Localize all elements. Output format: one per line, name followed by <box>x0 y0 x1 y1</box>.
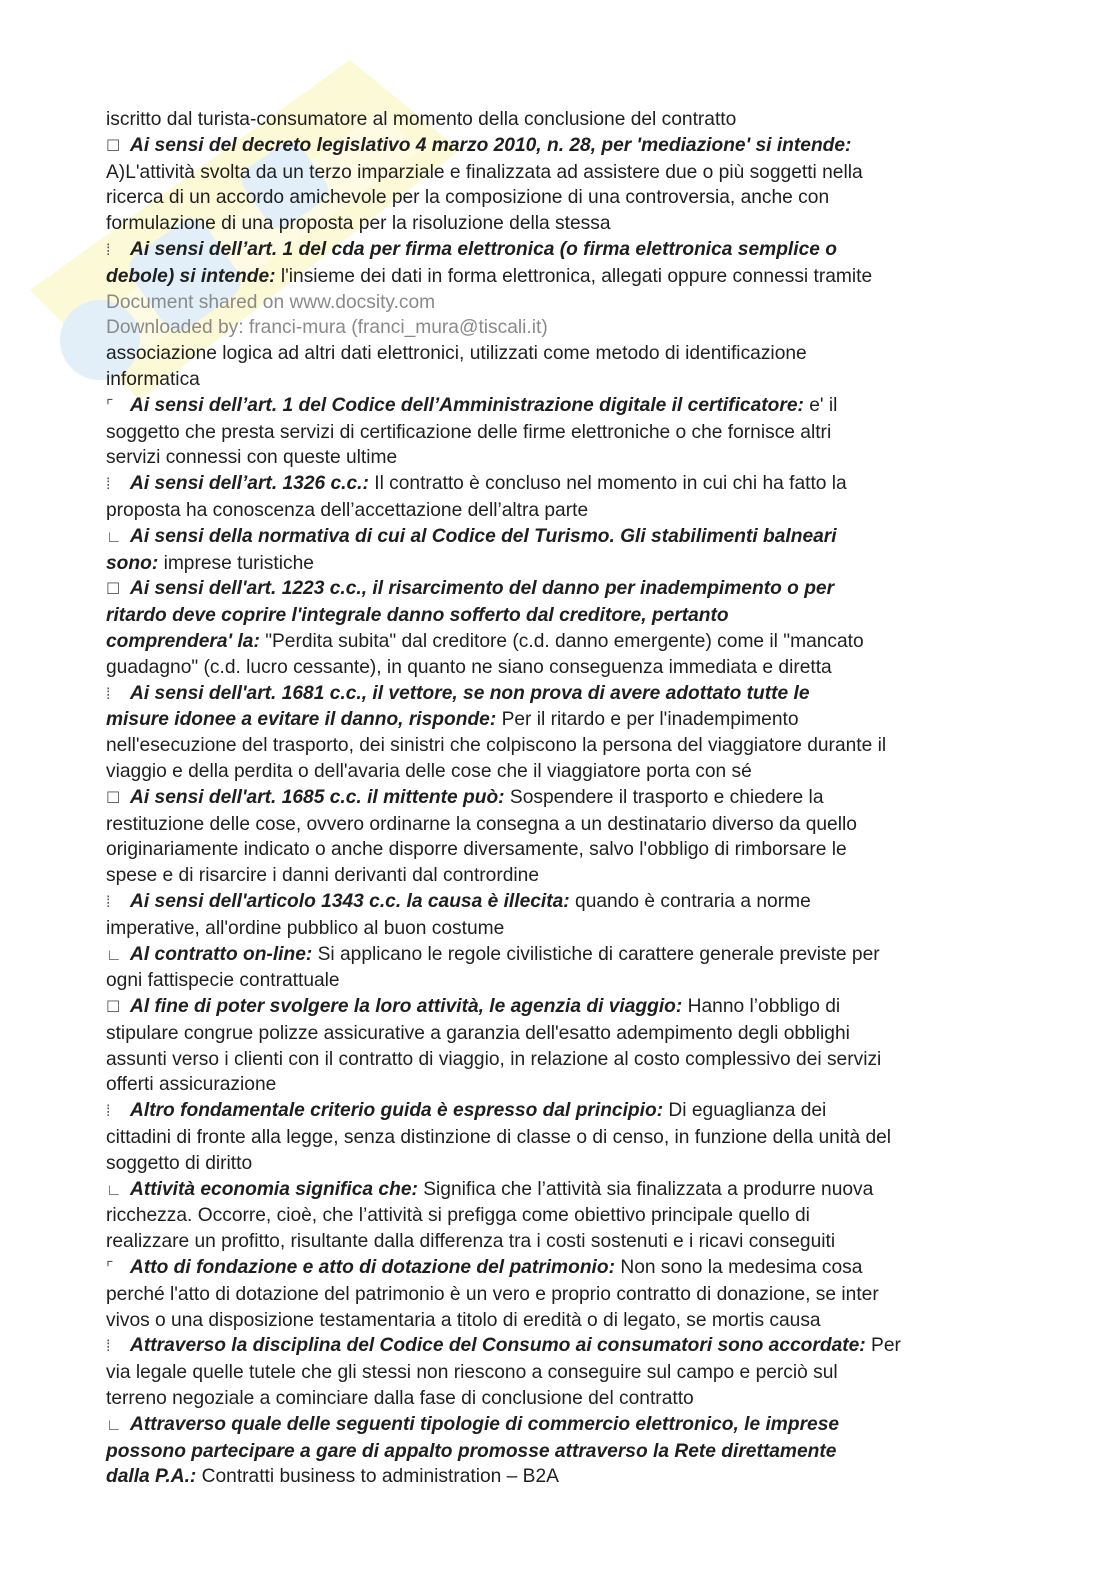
text-line <box>106 341 1036 367</box>
bullet-glyph: ☐ <box>106 789 121 807</box>
text-line <box>106 471 1036 498</box>
bullet-glyph: ⁞ <box>106 1338 111 1356</box>
answer-text: nell'esecuzione del trasporto, dei sinistri che colpiscono la persona del viaggiatore durante il <box>106 735 887 757</box>
text-line <box>106 367 1036 393</box>
text-line <box>106 1177 1036 1204</box>
bullet-glyph: ⁞ <box>106 893 111 911</box>
bullet-glyph: ∟ <box>106 1181 122 1199</box>
answer-text: quando è contraria a norme <box>569 890 811 912</box>
bullet-glyph: ☐ <box>106 999 121 1017</box>
bullet-glyph: ☐ <box>106 581 121 599</box>
answer-text: ogni fattispecie contrattuale <box>106 970 340 992</box>
answer-text: Sospendere il trasporto e chiedere la <box>504 786 824 808</box>
text-line <box>106 994 1036 1021</box>
answer-text: soggetto che presta servizi di certificazione delle firme elettroniche o che fornisce altri <box>106 421 832 443</box>
question-text: Ai sensi dell’art. 1326 c.c.: <box>130 473 369 495</box>
answer-text: l'insieme dei dati in forma elettronica, allegati oppure connessi tramite <box>275 265 873 287</box>
text-line <box>106 1333 1036 1360</box>
bullet-glyph: ⁞ <box>106 476 111 494</box>
question-text: dalla P.A.: <box>106 1466 197 1488</box>
question-text: Altro fondamentale criterio guida è espresso dal principio: <box>130 1100 664 1122</box>
text-line <box>106 916 1036 942</box>
answer-text: formulazione di una proposta per la risoluzione della stessa <box>106 213 611 235</box>
answer-text: assunti verso i clienti con il contratto di viaggio, in relazione al costo complessivo dei servizi <box>106 1048 882 1070</box>
question-text: Ai sensi del decreto legislativo 4 marzo 2010, n. 28, per 'mediazione' si intende: <box>130 134 852 156</box>
question-text: possono partecipare a gare di appalto promosse attraverso la Rete direttamente <box>106 1440 837 1462</box>
answer-text: Per <box>865 1335 901 1357</box>
text-line <box>106 1021 1036 1047</box>
bullet-glyph: ∟ <box>106 946 122 964</box>
answer-text: offerti assicurazione <box>106 1074 277 1096</box>
bullet-glyph: ☐ <box>106 137 121 155</box>
text-line <box>106 211 1036 237</box>
question-text: Ai sensi dell’art. 1 del cda per firma elettronica (o firma elettronica semplice o <box>130 238 837 260</box>
text-line <box>106 160 1036 186</box>
answer-text: proposta ha conoscenza dell’accettazione dell’altra parte <box>106 499 589 521</box>
answer-text: perché l'atto di dotazione del patrimonio è un vero e proprio contratto di donazione, se inter <box>106 1283 879 1305</box>
text-line <box>106 1386 1036 1412</box>
bullet-glyph: ∟ <box>106 528 122 546</box>
answer-text: Contratti business to administration – B2A <box>196 1466 559 1488</box>
text-line <box>106 1464 1036 1490</box>
answer-text: Il contratto è concluso nel momento in cui chi ha fatto la <box>368 473 847 495</box>
text-line <box>106 681 1036 708</box>
text-line <box>106 237 1036 264</box>
text-line <box>106 264 1036 290</box>
question-text: Ai sensi dell'art. 1223 c.c., il risarcimento del danno per inadempimento o per <box>130 578 835 600</box>
text-line <box>106 785 1036 812</box>
text-line <box>106 1047 1036 1073</box>
question-text: Ai sensi dell'articolo 1343 c.c. la causa è illecita: <box>130 890 570 912</box>
text-line <box>106 1412 1036 1439</box>
bullet-glyph: ⁞ <box>106 685 111 703</box>
text-line <box>106 863 1036 889</box>
text-line <box>106 707 1036 733</box>
question-text: Ai sensi dell'art. 1681 c.c., il vettore, se non prova di avere adottato tutte le <box>130 682 810 704</box>
answer-text: spese e di risarcire i danni derivanti dal contrordine <box>106 865 540 887</box>
question-text: sono: <box>106 552 159 574</box>
text-line <box>106 498 1036 524</box>
answer-text: Per il ritardo e per l'inadempimento <box>496 709 799 731</box>
question-text: Ai sensi dell'art. 1685 c.c. il mittente può: <box>130 786 505 808</box>
text-line <box>106 1439 1036 1465</box>
answer-text: guadagno" (c.d. lucro cessante), in quanto ne siano conseguenza immediata e diretta <box>106 656 832 678</box>
answer-text: terreno negoziale a cominciare dalla fase di conclusione del contratto <box>106 1388 694 1410</box>
answer-text: associazione logica ad altri dati elettronici, utilizzati come metodo di identificazione <box>106 343 807 365</box>
text-line <box>106 629 1036 655</box>
answer-text: imperative, all'ordine pubblico al buon costume <box>106 917 505 939</box>
answer-text: imprese turistiche <box>158 552 314 574</box>
text-line <box>106 524 1036 551</box>
answer-text: Hanno l’obbligo di <box>682 996 841 1018</box>
document-body <box>106 107 1036 1490</box>
text-line <box>106 1229 1036 1255</box>
text-line <box>106 576 1036 603</box>
text-line <box>106 185 1036 211</box>
text-line <box>106 1151 1036 1177</box>
question-text: ritardo deve coprire l'integrale danno sofferto dal creditore, pertanto <box>106 605 729 627</box>
text-line <box>106 1098 1036 1125</box>
question-text: comprendera' la: <box>106 630 260 652</box>
docsity-footer-downloaded: Downloaded by: franci-mura (franci_mura@tiscali.it) <box>106 317 548 339</box>
answer-text: ricerca di un accordo amichevole per la composizione di una controversia, anche con <box>106 187 830 209</box>
question-text: Attraverso quale delle seguenti tipologie di commercio elettronico, le imprese <box>130 1413 840 1435</box>
answer-text: ricchezza. Occorre, cioè, che l’attività si prefigga come obiettivo principale quello di <box>106 1205 810 1227</box>
text-line <box>106 445 1036 471</box>
text-line <box>106 1072 1036 1098</box>
question-text: debole) si intende: <box>106 265 276 287</box>
text-line <box>106 551 1036 577</box>
docsity-footer-shared: Document shared on www.docsity.com <box>106 291 436 313</box>
text-line <box>106 603 1036 629</box>
answer-text: informatica <box>106 368 200 390</box>
answer-text: restituzione delle cose, ovvero ordinarne la consegna a un destinatario diverso da quello <box>106 813 857 835</box>
question-text: Al fine di poter svolgere la loro attività, le agenzia di viaggio: <box>130 996 683 1018</box>
bullet-glyph: ∟ <box>106 1416 122 1434</box>
text-line <box>106 1360 1036 1386</box>
text-line <box>106 655 1036 681</box>
text-line <box>106 1255 1036 1282</box>
text-line <box>106 1282 1036 1308</box>
answer-text: via legale quelle tutele che gli stessi non riescono a conseguire sul campo e perciò sul <box>106 1362 838 1384</box>
answer-text: realizzare un profitto, risultante dalla differenza tra i costi sostenuti e i ricavi conseguiti <box>106 1231 836 1253</box>
question-text: Ai sensi della normativa di cui al Codice del Turismo. Gli stabilimenti balneari <box>130 525 837 547</box>
answer-text: viaggio e della perdita o dell'avaria delle cose che il viaggiatore porta con sé <box>106 760 752 782</box>
question-text: Attraverso la disciplina del Codice del Consumo ai consumatori sono accordate: <box>130 1335 866 1357</box>
answer-text: "Perdita subita" dal creditore (c.d. danno emergente) come il "mancato <box>259 630 864 652</box>
text-line <box>106 733 1036 759</box>
answer-text: iscritto dal turista-consumatore al momento della conclusione del contratto <box>106 109 737 130</box>
answer-text: originariamente indicato o anche disporre diversamente, salvo l'obbligo di rimborsare le <box>106 839 847 861</box>
text-line <box>106 1203 1036 1229</box>
text-line <box>106 968 1036 994</box>
bullet-glyph: ⁞ <box>106 241 111 259</box>
text-line <box>106 1125 1036 1151</box>
text-line <box>106 889 1036 916</box>
answer-text: cittadini di fronte alla legge, senza distinzione di classe o di censo, in funzione della unità del <box>106 1127 892 1149</box>
bullet-glyph: ⁞ <box>106 1103 111 1121</box>
answer-text: Significa che l’attività sia finalizzata a produrre nuova <box>417 1178 874 1200</box>
answer-text: servizi connessi con queste ultime <box>106 447 398 469</box>
text-line <box>106 942 1036 969</box>
answer-text: Non sono la medesima cosa <box>615 1257 863 1279</box>
bullet-glyph: ⌜ <box>106 1260 114 1278</box>
text-line <box>106 107 1036 133</box>
text-line <box>106 393 1036 420</box>
text-line <box>106 812 1036 838</box>
answer-text: Si applicano le regole civilistiche di carattere generale previste per <box>312 943 880 965</box>
answer-text: stipulare congrue polizze assicurative a garanzia dell'esatto adempimento degli obblighi <box>106 1022 850 1044</box>
text-line <box>106 1308 1036 1334</box>
answer-text: A)L'attività svolta da un terzo imparziale e finalizzata ad assistere due o più soggetti nella <box>106 161 863 183</box>
answer-text: vivos o una disposizione testamentaria a titolo di eredità o di legato, se mortis causa <box>106 1309 821 1331</box>
text-line <box>106 759 1036 785</box>
question-text: Attività economia significa che: <box>130 1178 418 1200</box>
question-text: Atto di fondazione e atto di dotazione del patrimonio: <box>130 1257 615 1279</box>
answer-text: e' il <box>803 394 838 416</box>
answer-text: Di eguaglianza dei <box>663 1100 827 1122</box>
answer-text: soggetto di diritto <box>106 1152 253 1174</box>
text-line <box>106 420 1036 446</box>
text-line <box>106 837 1036 863</box>
question-text: misure idonee a evitare il danno, risponde: <box>106 709 497 731</box>
bullet-glyph: ⌜ <box>106 397 114 415</box>
question-text: Al contratto on-line: <box>130 943 313 965</box>
question-text: Ai sensi dell’art. 1 del Codice dell’Amministrazione digitale il certificatore: <box>130 394 804 416</box>
text-line <box>106 133 1036 160</box>
